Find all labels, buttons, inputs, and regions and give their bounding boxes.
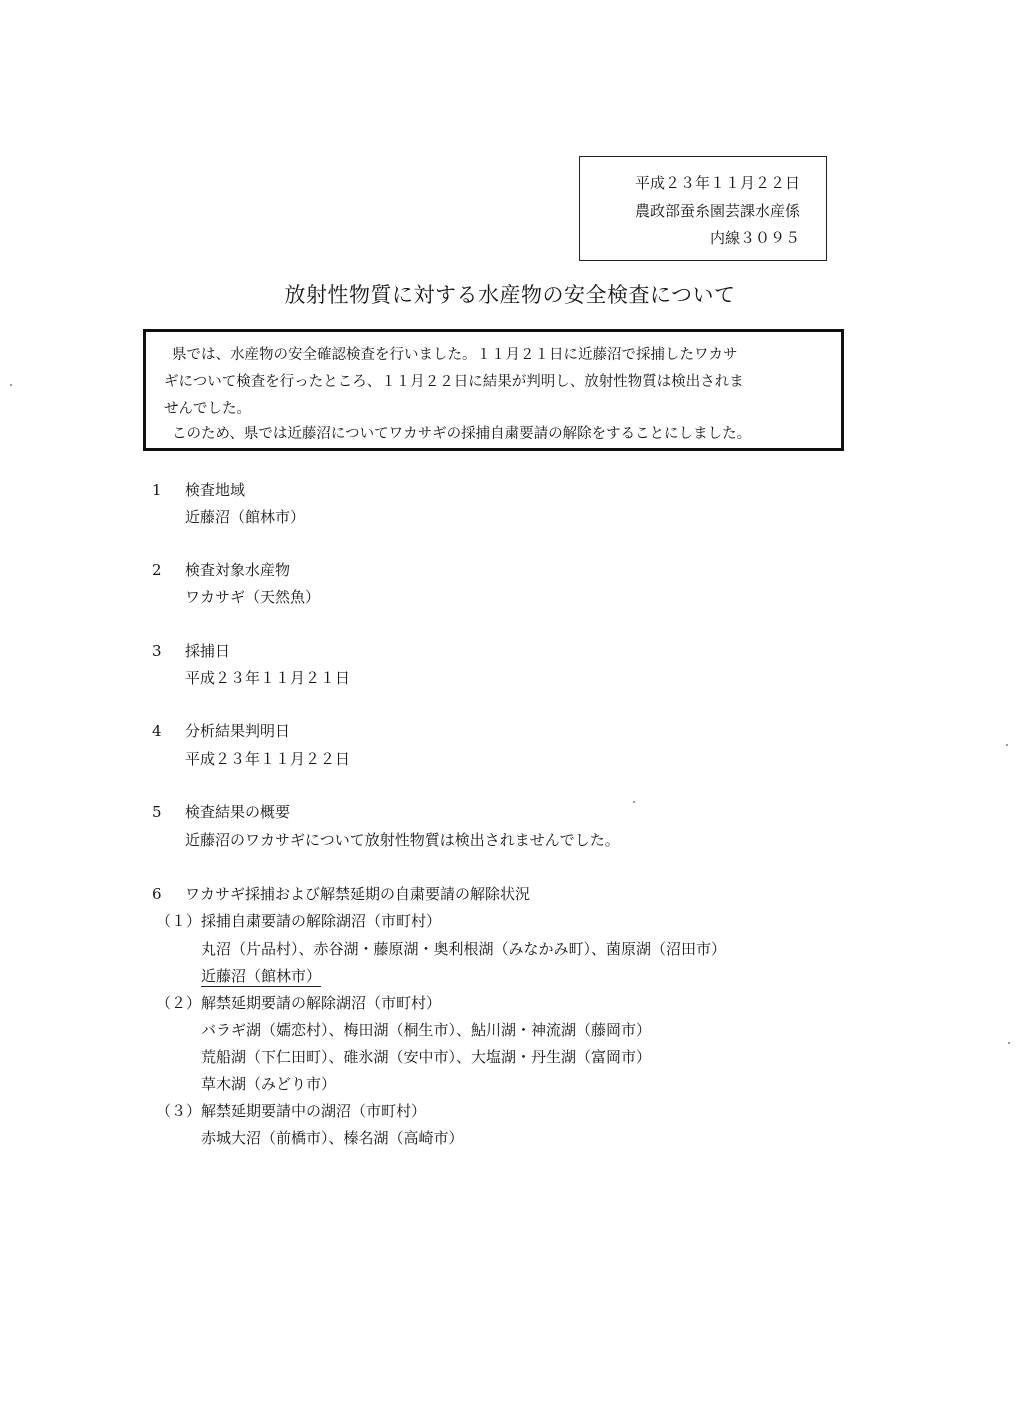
scan-speck — [10, 384, 12, 386]
item-body: 平成２３年１１月２２日 — [185, 750, 351, 768]
summary-box — [143, 329, 844, 451]
item-number: 5 — [152, 803, 162, 821]
subsection-label: （３）解禁延期要請中の湖沼（市町村） — [156, 1102, 427, 1120]
lake-list-line: 丸沼（片品村）、赤谷湖・藤原湖・奥利根湖（みなかみ町）、菌原湖（沼田市） — [201, 940, 727, 958]
item-heading: 分析結果判明日 — [185, 722, 291, 740]
item-body: ワカサギ（天然魚） — [185, 588, 321, 606]
summary-line: せんでした。 — [164, 401, 251, 417]
extension-number: 内線３０９５ — [709, 229, 800, 247]
summary-line: このため、県では近藤沼についてワカサギの採捕自粛要請の解除をすることにしました。 — [172, 426, 752, 442]
summary-line: ギについて検査を行ったところ、１１月２２日に結果が判明し、放射性物質は検出されま — [164, 374, 744, 390]
header-info-box — [579, 156, 827, 261]
scan-speck — [1008, 1042, 1010, 1044]
lake-list-line: 赤城大沼（前橋市）、榛名湖（高崎市） — [201, 1129, 464, 1147]
subsection-label: （２）解禁延期要請の解除湖沼（市町村） — [156, 994, 442, 1012]
subsection-label: （１）採捕自粛要請の解除湖沼（市町村） — [156, 912, 442, 930]
item-number: 4 — [152, 722, 162, 740]
item-heading: 採捕日 — [185, 642, 231, 660]
scan-speck — [1006, 744, 1008, 746]
scan-speck — [633, 801, 635, 803]
lake-list-line — [201, 967, 321, 985]
issue-date: 平成２３年１１月２２日 — [634, 174, 800, 192]
item-number: 1 — [152, 481, 162, 499]
item-body: 近藤沼のワカサギについて放射性物質は検出されませんでした。 — [185, 831, 620, 849]
item-body: 近藤沼（館林市） — [185, 508, 306, 526]
lake-list-line: 草木湖（みどり市） — [201, 1075, 337, 1093]
item-heading: ワカサギ採捕および解禁延期の自粛要請の解除状況 — [185, 885, 531, 903]
lake-list-line: 荒船湖（下仁田町）、碓氷湖（安中市）、大塩湖・丹生湖（富岡市） — [201, 1048, 652, 1066]
summary-line: 県では、水産物の安全確認検査を行いました。１１月２１日に近藤沼で採捕したワカサ — [172, 347, 738, 363]
item-heading: 検査対象水産物 — [185, 561, 291, 579]
item-heading: 検査結果の概要 — [185, 803, 291, 821]
item-heading: 検査地域 — [185, 481, 246, 499]
issuing-department: 農政部蚕糸園芸課水産係 — [634, 202, 800, 220]
document-title: 放射性物質に対する水産物の安全検査について — [284, 283, 736, 307]
item-number: 3 — [152, 642, 162, 660]
highlighted-lake: 近藤沼（館林市） — [201, 967, 322, 985]
item-body: 平成２３年１１月２１日 — [185, 669, 351, 687]
item-number: 2 — [152, 561, 162, 579]
lake-list-line: バラギ湖（嬬恋村）、梅田湖（桐生市）、鮎川湖・神流湖（藤岡市） — [201, 1021, 652, 1039]
item-number: 6 — [152, 885, 162, 903]
